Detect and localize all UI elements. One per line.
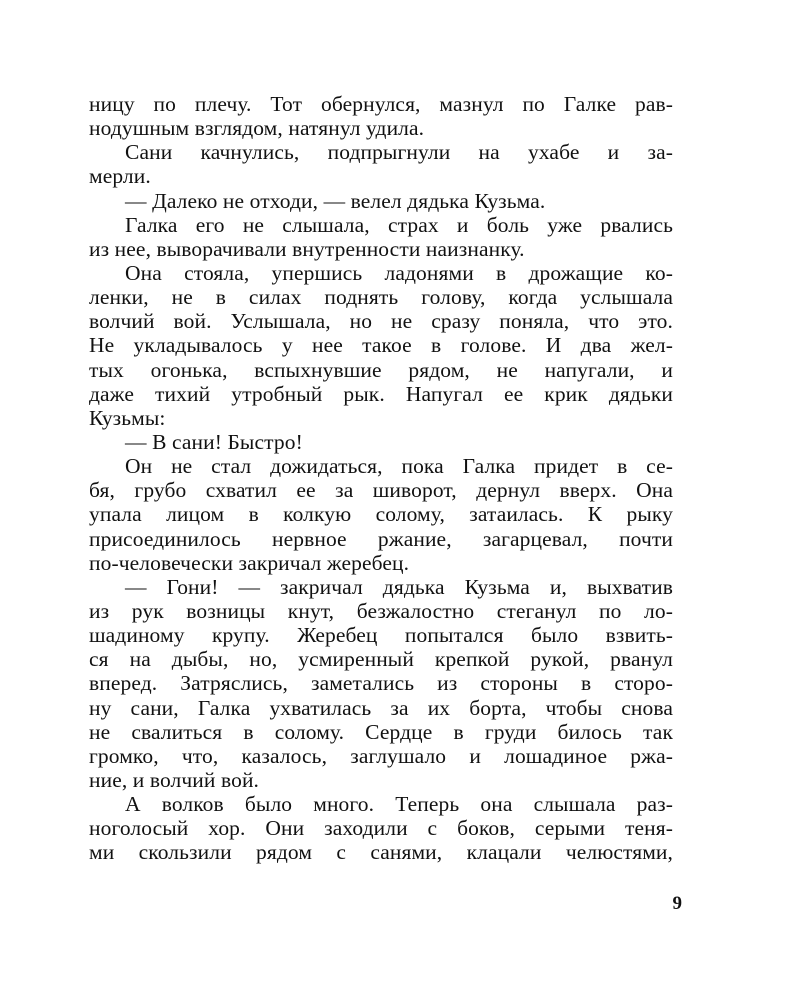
text-line: Галка его не слышала, страх и боль уже рвались	[125, 212, 673, 237]
text-line: волчий вой. Услышала, но не сразу поняла, что это.	[89, 309, 673, 334]
text-line: по-человечески закричал жеребец.	[89, 550, 410, 575]
text-line: упала лицом в колкую солому, затаилась. К рыку	[89, 502, 673, 527]
text-line: ся на дыбы, но, усмиренный крепкой рукой, рванул	[89, 647, 673, 672]
text-line: — Далеко не отходи, — велел дядька Кузьма.	[125, 188, 546, 213]
text-line: нодушным взглядом, натянул удила.	[89, 116, 425, 141]
text-line: не свалиться в солому. Сердце в груди билось так	[89, 719, 673, 744]
text-line: даже тихий утробный рык. Напугал ее крик дядьки	[89, 381, 673, 406]
text-line: ну сани, Галка ухватилась за их борта, чтобы снова	[89, 695, 673, 720]
text-line: Кузьмы:	[89, 405, 166, 430]
text-line: громко, что, казалось, заглушало и лошадиное ржа-	[89, 743, 673, 768]
text-line: ленки, не в силах поднять голову, когда услышала	[89, 285, 673, 310]
text-line: шадиному крупу. Жеребец попытался было взвить-	[89, 623, 673, 648]
text-line: из рук возницы кнут, безжалостно стеганул по ло-	[89, 598, 673, 623]
text-line: — В сани! Быстро!	[125, 429, 303, 454]
text-line: тых огонька, вспыхнувшие рядом, не напугали, и	[89, 357, 673, 382]
text-line: присоединилось нервное ржание, загарцевал, почти	[89, 526, 673, 551]
text-line: из нее, выворачивали внутренности наизнанку.	[89, 236, 525, 261]
text-line: — Гони! — закричал дядька Кузьма и, выхватив	[125, 574, 673, 599]
page-number: 9	[672, 893, 682, 914]
text-line: Не укладывалось у нее такое в голове. И два жел-	[89, 333, 673, 358]
text-line: ницу по плечу. Тот обернулся, мазнул по Галке рав-	[89, 92, 673, 116]
book-page-text	[89, 92, 673, 865]
text-line: А волков было много. Теперь она слышала раз-	[125, 792, 673, 817]
text-line: ми скользили рядом с санями, клацали челюстями,	[89, 840, 673, 865]
text-line: мерли.	[89, 164, 151, 189]
text-line: ние, и волчий вой.	[89, 767, 260, 792]
text-line: Сани качнулись, подпрыгнули на ухабе и за-	[125, 140, 673, 165]
text-line: Он не стал дожидаться, пока Галка придет в се-	[125, 454, 673, 479]
text-line: вперед. Затряслись, заметались из стороны в сторо-	[89, 671, 673, 696]
text-line: Она стояла, упершись ладонями в дрожащие ко-	[125, 260, 673, 285]
text-line: бя, грубо схватил ее за шиворот, дернул вверх. Она	[89, 478, 673, 503]
text-line: ноголосый хор. Они заходили с боков, серыми теня-	[89, 816, 673, 841]
